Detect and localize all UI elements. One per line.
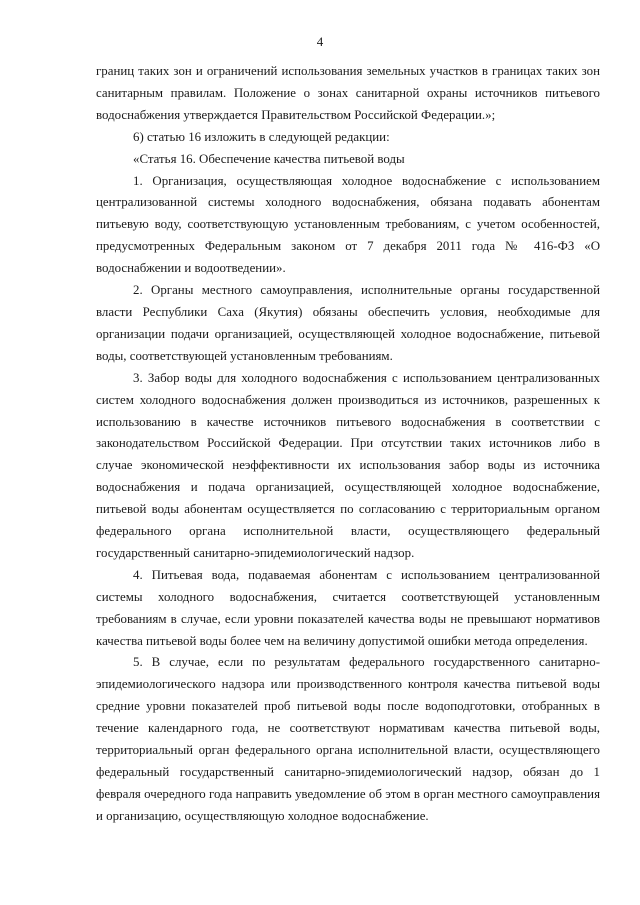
article-16-part-1: 1. Организация, осуществляющая холодное водоснабжение с использованием централизованной системы холодного водоснабжения, обязана подавать абонентам питьевую воду, соответствующую установленным требованиям, с учетом особенностей, предусмотренных Федеральным законом от 7 декабря 2011 года № 416-ФЗ «О водоснабжении и водоотведении». — [96, 173, 600, 276]
paragraph-amendment-item-6: 6) статью 16 изложить в следующей редакции: — [133, 129, 390, 144]
article-16-part-3: 3. Забор воды для холодного водоснабжения с использованием централизованных систем холодного водоснабжения должен производиться из источников, разрешенных к использованию в качестве источников питьевого водоснабжения в соответствии с законодательством Российской Федерации. При отсутствии таких источников либо в случае экономической неэффективности их использования забор воды из источника водоснабжения и подача организацией, осуществляющей холодное водоснабжение, питьевой воды абонентам осуществляется по согласованию с территориальным органом федерального органа исполнительной власти, осуществляющего федеральный государственный санитарно-эпидемиологический надзор. — [96, 370, 600, 560]
page-number: 4 — [316, 34, 324, 49]
article-16-part-4: 4. Питьевая вода, подаваемая абонентам с использованием централизованной системы холодного водоснабжения, считается соответствующей установленным требованиям в случае, если уровни показателей качества воды не превышают нормативов качества питьевой воды более чем на величину допустимой ошибки метода определения. — [96, 567, 600, 648]
article-16-part-5: 5. В случае, если по результатам федерального государственного санитарно-эпидемиологического надзора или производственного контроля качества питьевой воды средние уровни показателей проб питьевой воды после водоподготовки, отобранных в течение календарного года, не соответствуют нормативам качества питьевой воды, территориальный орган федерального органа исполнительной власти, осуществляющего федеральный государственный санитарно-эпидемиологический надзор, обязан до 1 февраля очередного года направить уведомление об этом в орган местного самоуправления и организацию, осуществляющую холодное водоснабжение. — [96, 655, 600, 823]
article-16-heading: «Статья 16. Обеспечение качества питьевой воды — [133, 151, 405, 166]
paragraph-continuation: границ таких зон и ограничений использования земельных участков в границах таких зон санитарным правилам. Положение о зонах санитарной охраны источников питьевого водоснабжения утверждается Правительством Российской Федерации.»; — [96, 64, 600, 122]
article-16-part-2: 2. Органы местного самоуправления, исполнительные органы государственной власти Республики Саха (Якутия) обязаны обеспечить условия, необходимые для организации подачи организацией, осуществляющей холодное водоснабжение, питьевой воды, соответствующей установленным требованиям. — [96, 283, 600, 363]
document-body — [96, 61, 600, 828]
